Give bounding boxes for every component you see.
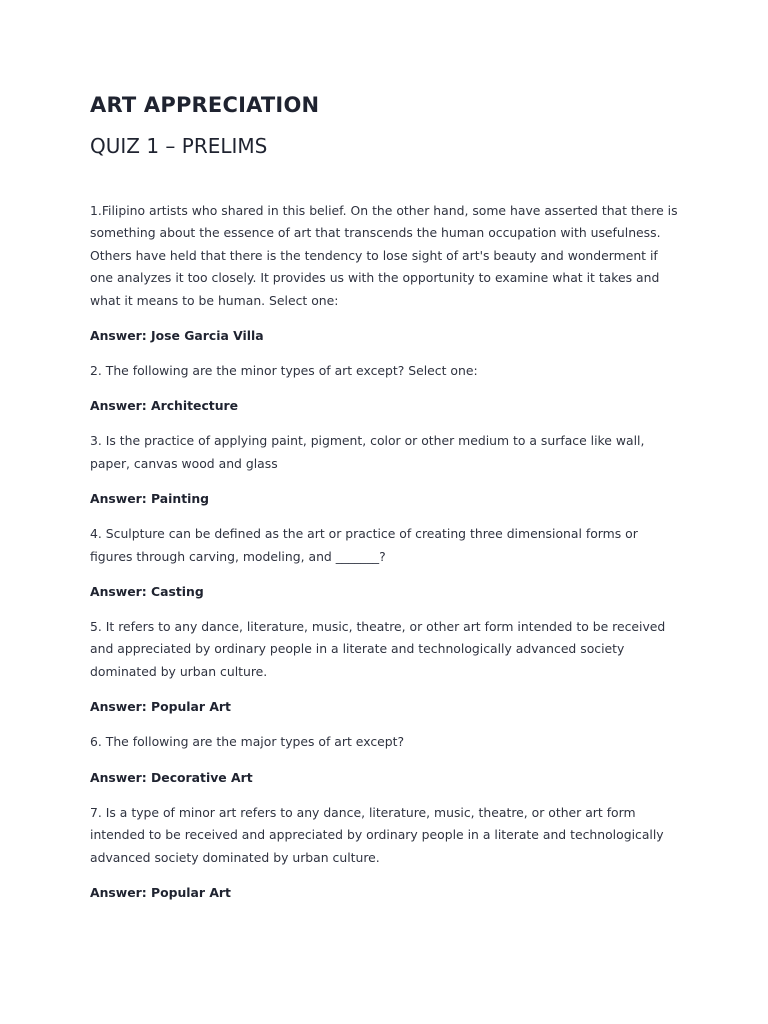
question-text: 7. Is a type of minor art refers to any dance, literature, music, theatre, or other art form intended to be received and appreciated by ordinary people in a literate and technologically advanced society dominated by urban culture.	[90, 804, 664, 865]
question-text: 5. It refers to any dance, literature, music, theatre, or other art form intended to be received and appreciated by ordinary people in a literate and technologically advanced society dominated by urban culture.	[90, 619, 666, 679]
answer-text: Answer: Painting	[90, 491, 210, 507]
question-item-3	[90, 430, 680, 510]
document-title: ART APPRECIATION	[90, 93, 320, 117]
question-item-6	[90, 731, 680, 788]
document-subtitle: QUIZ 1 – PRELIMS	[90, 134, 268, 158]
answer-text: Answer: Architecture	[90, 398, 239, 414]
question-item-7	[90, 802, 680, 904]
question-text: 2. The following are the minor types of art except? Select one:	[90, 363, 478, 379]
question-item-2	[90, 360, 680, 417]
question-text: 1.Filipino artists who shared in this belief. On the other hand, some have asserted that there is something about the essence of art that transcends the human occupation with usefulness. Others have held that there is the tendency to lose sight of art's beauty and wonderment if one analyzes it too closely. It provides us with the opportunity to examine what it takes and what it means to be human. Select one:	[90, 203, 678, 308]
question-item-4	[90, 523, 680, 603]
answer-text: Answer: Casting	[90, 584, 204, 600]
answer-text: Answer: Decorative Art	[90, 769, 253, 785]
question-text: 4. Sculpture can be defined as the art or practice of creating three dimensional forms or figures through carving, modeling, and _______?	[90, 526, 638, 564]
question-item-1	[90, 200, 680, 347]
question-text: 6. The following are the major types of art except?	[90, 734, 405, 750]
question-item-5	[90, 616, 680, 718]
question-list	[90, 200, 680, 904]
question-text: 3. Is the practice of applying paint, pigment, color or other medium to a surface like wall, paper, canvas wood and glass	[90, 433, 645, 471]
answer-text: Answer: Popular Art	[90, 699, 231, 715]
answer-text: Answer: Popular Art	[90, 884, 231, 900]
answer-text: Answer: Jose Garcia Villa	[90, 328, 264, 344]
document-page	[90, 90, 680, 917]
